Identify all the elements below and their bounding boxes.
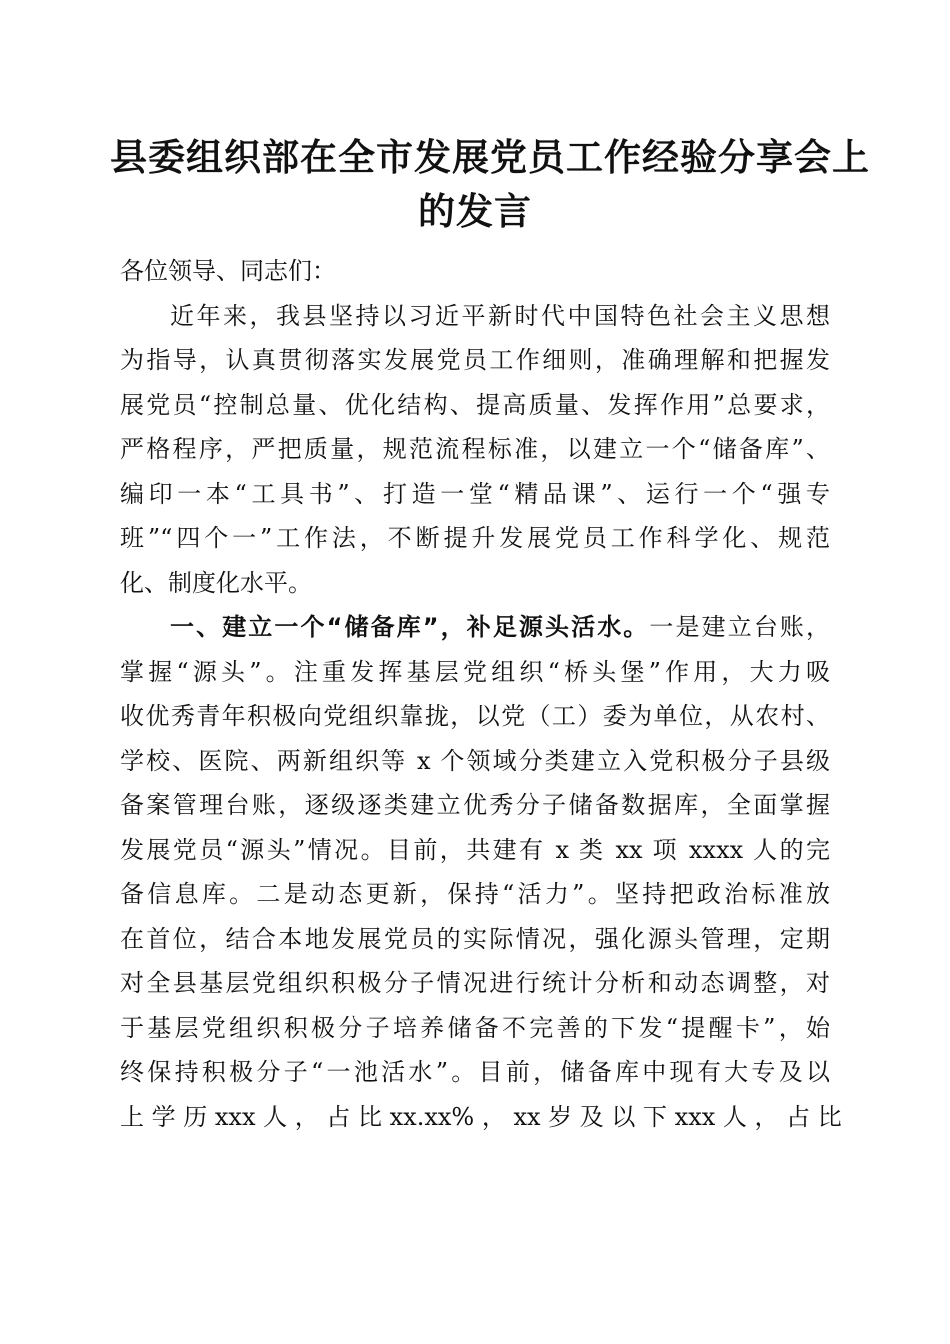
- section-text: 一是建立台账，: [649, 613, 831, 641]
- paragraph-line: 近年来，我县坚持以习近平新时代中国特色社会主义思想: [170, 301, 830, 330]
- paragraph-line: 发展党员“源头”情况。目前，共建有 x 类 xx 项 xxxx 人的完: [120, 835, 830, 864]
- section-heading: 一、建立一个“储备库”，补足源头活水。: [170, 613, 650, 641]
- paragraph-line: 上 学 历 xxx 人 ， 占 比 xx.xx% ， xx 岁 及 以 下 xxx 人 ， 占 比: [120, 1102, 842, 1131]
- greeting: 各位领导、同志们：: [120, 257, 336, 285]
- paragraph-line: 班”“四个一”工作法，不断提升发展党员工作科学化、规范: [120, 524, 830, 552]
- paragraph-line: 为指导，认真贯彻落实发展党员工作细则，准确理解和把握发: [120, 346, 830, 374]
- document-title: [110, 130, 870, 238]
- paragraph-line: 掌握“源头”。注重发挥基层党组织“桥头堡”作用，大力吸: [120, 657, 830, 686]
- paragraph-line: 对全县基层党组织积极分子情况进行统计分析和动态调整，对: [120, 969, 830, 997]
- paragraph-line: 严格程序，严把质量，规范流程标准，以建立一个“储备库”、: [120, 435, 830, 463]
- title-line-2: 的发言: [418, 189, 532, 233]
- paragraph-line: 备信息库。二是动态更新，保持“活力”。坚持把政治标准放: [120, 880, 830, 908]
- paragraph-line: 展党员“控制总量、优化结构、提高质量、发挥作用”总要求，: [120, 390, 830, 419]
- paragraph-line: 收优秀青年积极向党组织靠拢，以党（工）委为单位，从农村、: [120, 702, 830, 730]
- paragraph-line: 化、制度化水平。: [120, 568, 312, 597]
- paragraph-line: 终保持积极分子“一池活水”。目前，储备库中现有大专及以: [120, 1058, 830, 1086]
- document-body: [120, 249, 842, 1139]
- paragraph-line: 学校、医院、两新组织等 x 个领域分类建立入党积极分子县级: [120, 746, 830, 775]
- paragraph-line: 于基层党组织积极分子培养储备不完善的下发“提醒卡”，始: [120, 1013, 830, 1042]
- paragraph-line: 编印一本“工具书”、打造一堂“精品课”、运行一个“强专: [120, 479, 830, 508]
- paragraph-line: 在首位，结合本地发展党员的实际情况，强化源头管理，定期: [120, 924, 830, 953]
- paragraph-line: 备案管理台账，逐级逐类建立优秀分子储备数据库，全面掌握: [120, 791, 830, 819]
- title-line-1: 县委组织部在全市发展党员工作经验分享会上: [110, 135, 870, 179]
- section-heading-line: [120, 605, 830, 650]
